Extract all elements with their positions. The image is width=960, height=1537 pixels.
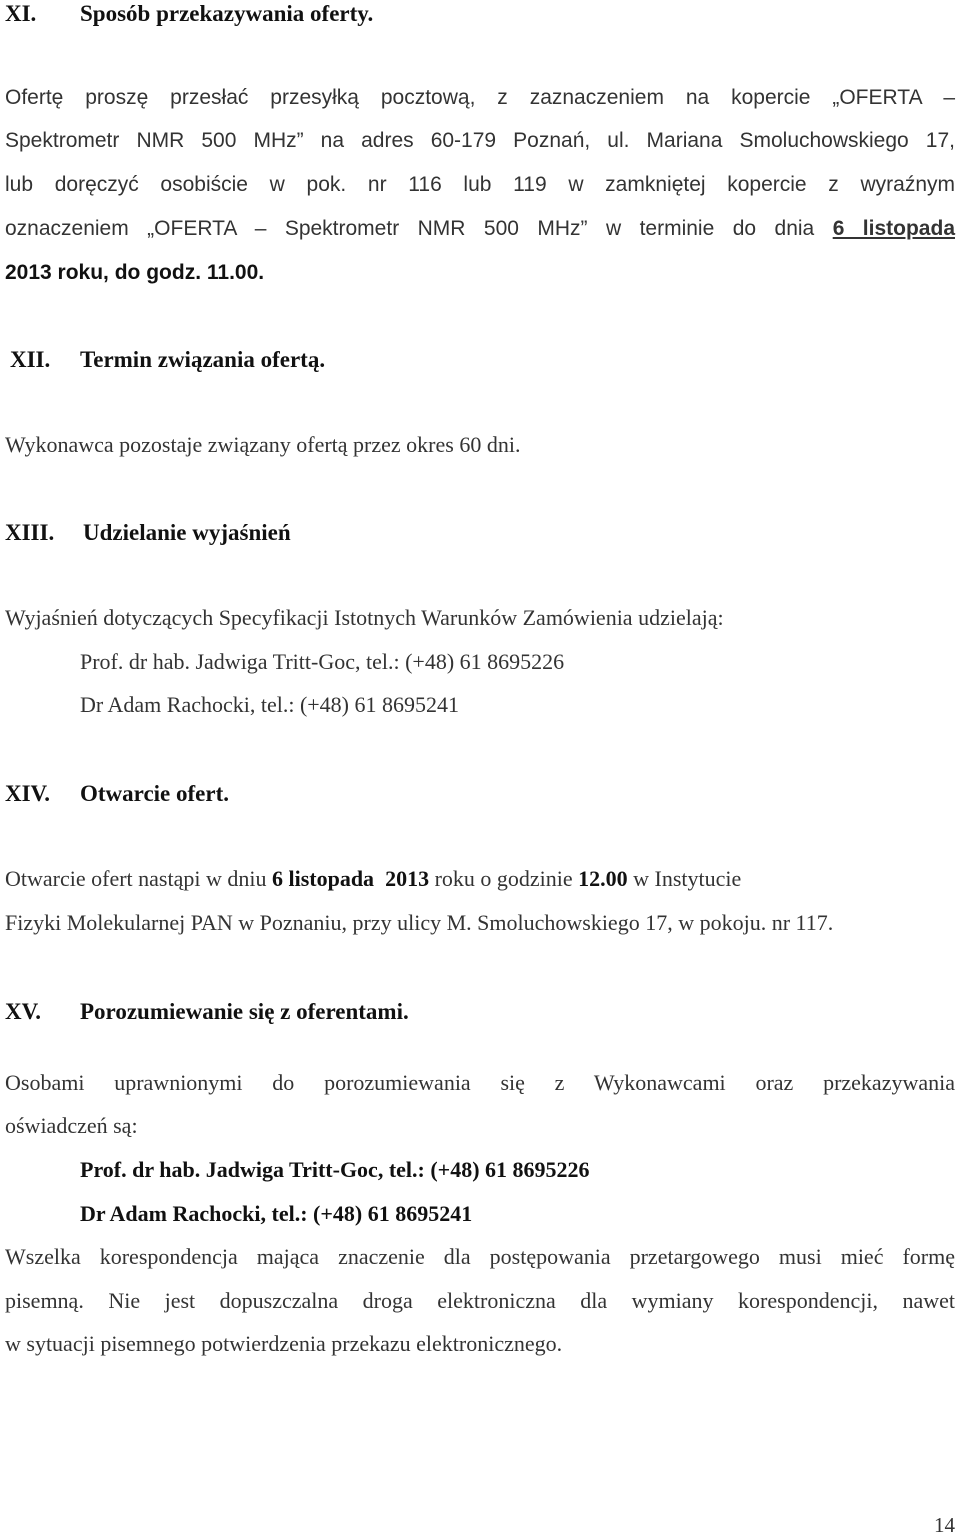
section-13-intro: Wyjaśnień dotyczących Specyfikacji Istotnych Warunków Zamówienia udzielają: <box>5 605 724 630</box>
deadline-date: 6 listopada <box>832 217 955 240</box>
opening-text: Otwarcie ofert nastąpi w dniu <box>5 866 272 891</box>
section-11-line-4 <box>5 218 955 239</box>
section-11-title: Sposób przekazywania oferty. <box>80 1 374 26</box>
section-14-number: XIV. <box>5 781 50 806</box>
page-number: 14 <box>934 1513 955 1537</box>
section-11-line-2: Spektrometr NMR 500 MHz” na adres 60-179 Poznań, ul. Mariana Smoluchowskiego 17, <box>5 129 955 152</box>
authorized-person-2: Dr Adam Rachocki, tel.: (+48) 61 8695241 <box>80 1201 473 1226</box>
section-15-number: XV. <box>5 999 42 1024</box>
section-14-line-2: Fizyki Molekularnej PAN w Poznaniu, przy ulicy M. Smoluchowskiego 17, w pokoju. nr 117. <box>5 910 834 935</box>
section-11-line-1: Ofertę proszę przesłać przesyłką pocztową, z zaznaczeniem na kopercie „OFERTA – <box>5 86 955 109</box>
opening-year: 2013 <box>385 866 430 891</box>
section-11-line-4-text: oznaczeniem „OFERTA – Spektrometr NMR 500 MHz” w terminie do dnia <box>5 217 833 240</box>
section-12-text: Wykonawca pozostaje związany ofertą przez okres 60 dni. <box>5 432 521 457</box>
opening-hour: 12.00 <box>578 866 628 891</box>
opening-date: 6 listopada <box>271 866 375 891</box>
correspondence-line-2: pisemną. Nie jest dopuszczalna droga elektroniczna dla wymiany korespondencji, nawet <box>5 1288 955 1313</box>
section-14-line-1 <box>5 868 741 890</box>
section-15-line-2: oświadczeń są: <box>5 1113 138 1138</box>
section-11-number: XI. <box>5 1 37 26</box>
opening-text-3: w Instytucie <box>627 866 742 891</box>
section-12-number: XII. <box>10 347 51 372</box>
contact-person-1: Prof. dr hab. Jadwiga Tritt-Goc, tel.: (+48) 61 8695226 <box>80 649 565 674</box>
section-15-line-1: Osobami uprawnionymi do porozumiewania się z Wykonawcami oraz przekazywania <box>5 1070 955 1095</box>
correspondence-line-1: Wszelka korespondencja mająca znaczenie dla postępowania przetargowego musi mieć formę <box>5 1244 955 1269</box>
contact-person-2: Dr Adam Rachocki, tel.: (+48) 61 8695241 <box>80 692 460 717</box>
correspondence-line-3: w sytuacji pisemnego potwierdzenia przekazu elektronicznego. <box>5 1331 563 1356</box>
section-15-title: Porozumiewanie się z oferentami. <box>80 999 409 1024</box>
deadline-time: 2013 roku, do godz. 11.00. <box>5 261 265 284</box>
section-13-number: XIII. <box>5 520 55 545</box>
opening-text-2: roku o godzinie <box>429 866 579 891</box>
authorized-person-1: Prof. dr hab. Jadwiga Tritt-Goc, tel.: (+48) 61 8695226 <box>80 1157 590 1182</box>
section-13-title: Udzielanie wyjaśnień <box>83 520 291 545</box>
section-12-title: Termin związania ofertą. <box>80 347 326 372</box>
section-14-title: Otwarcie ofert. <box>80 781 229 806</box>
section-11-line-3: lub doręczyć osobiście w pok. nr 116 lub 119 w zamkniętej kopercie z wyraźnym <box>5 173 955 196</box>
